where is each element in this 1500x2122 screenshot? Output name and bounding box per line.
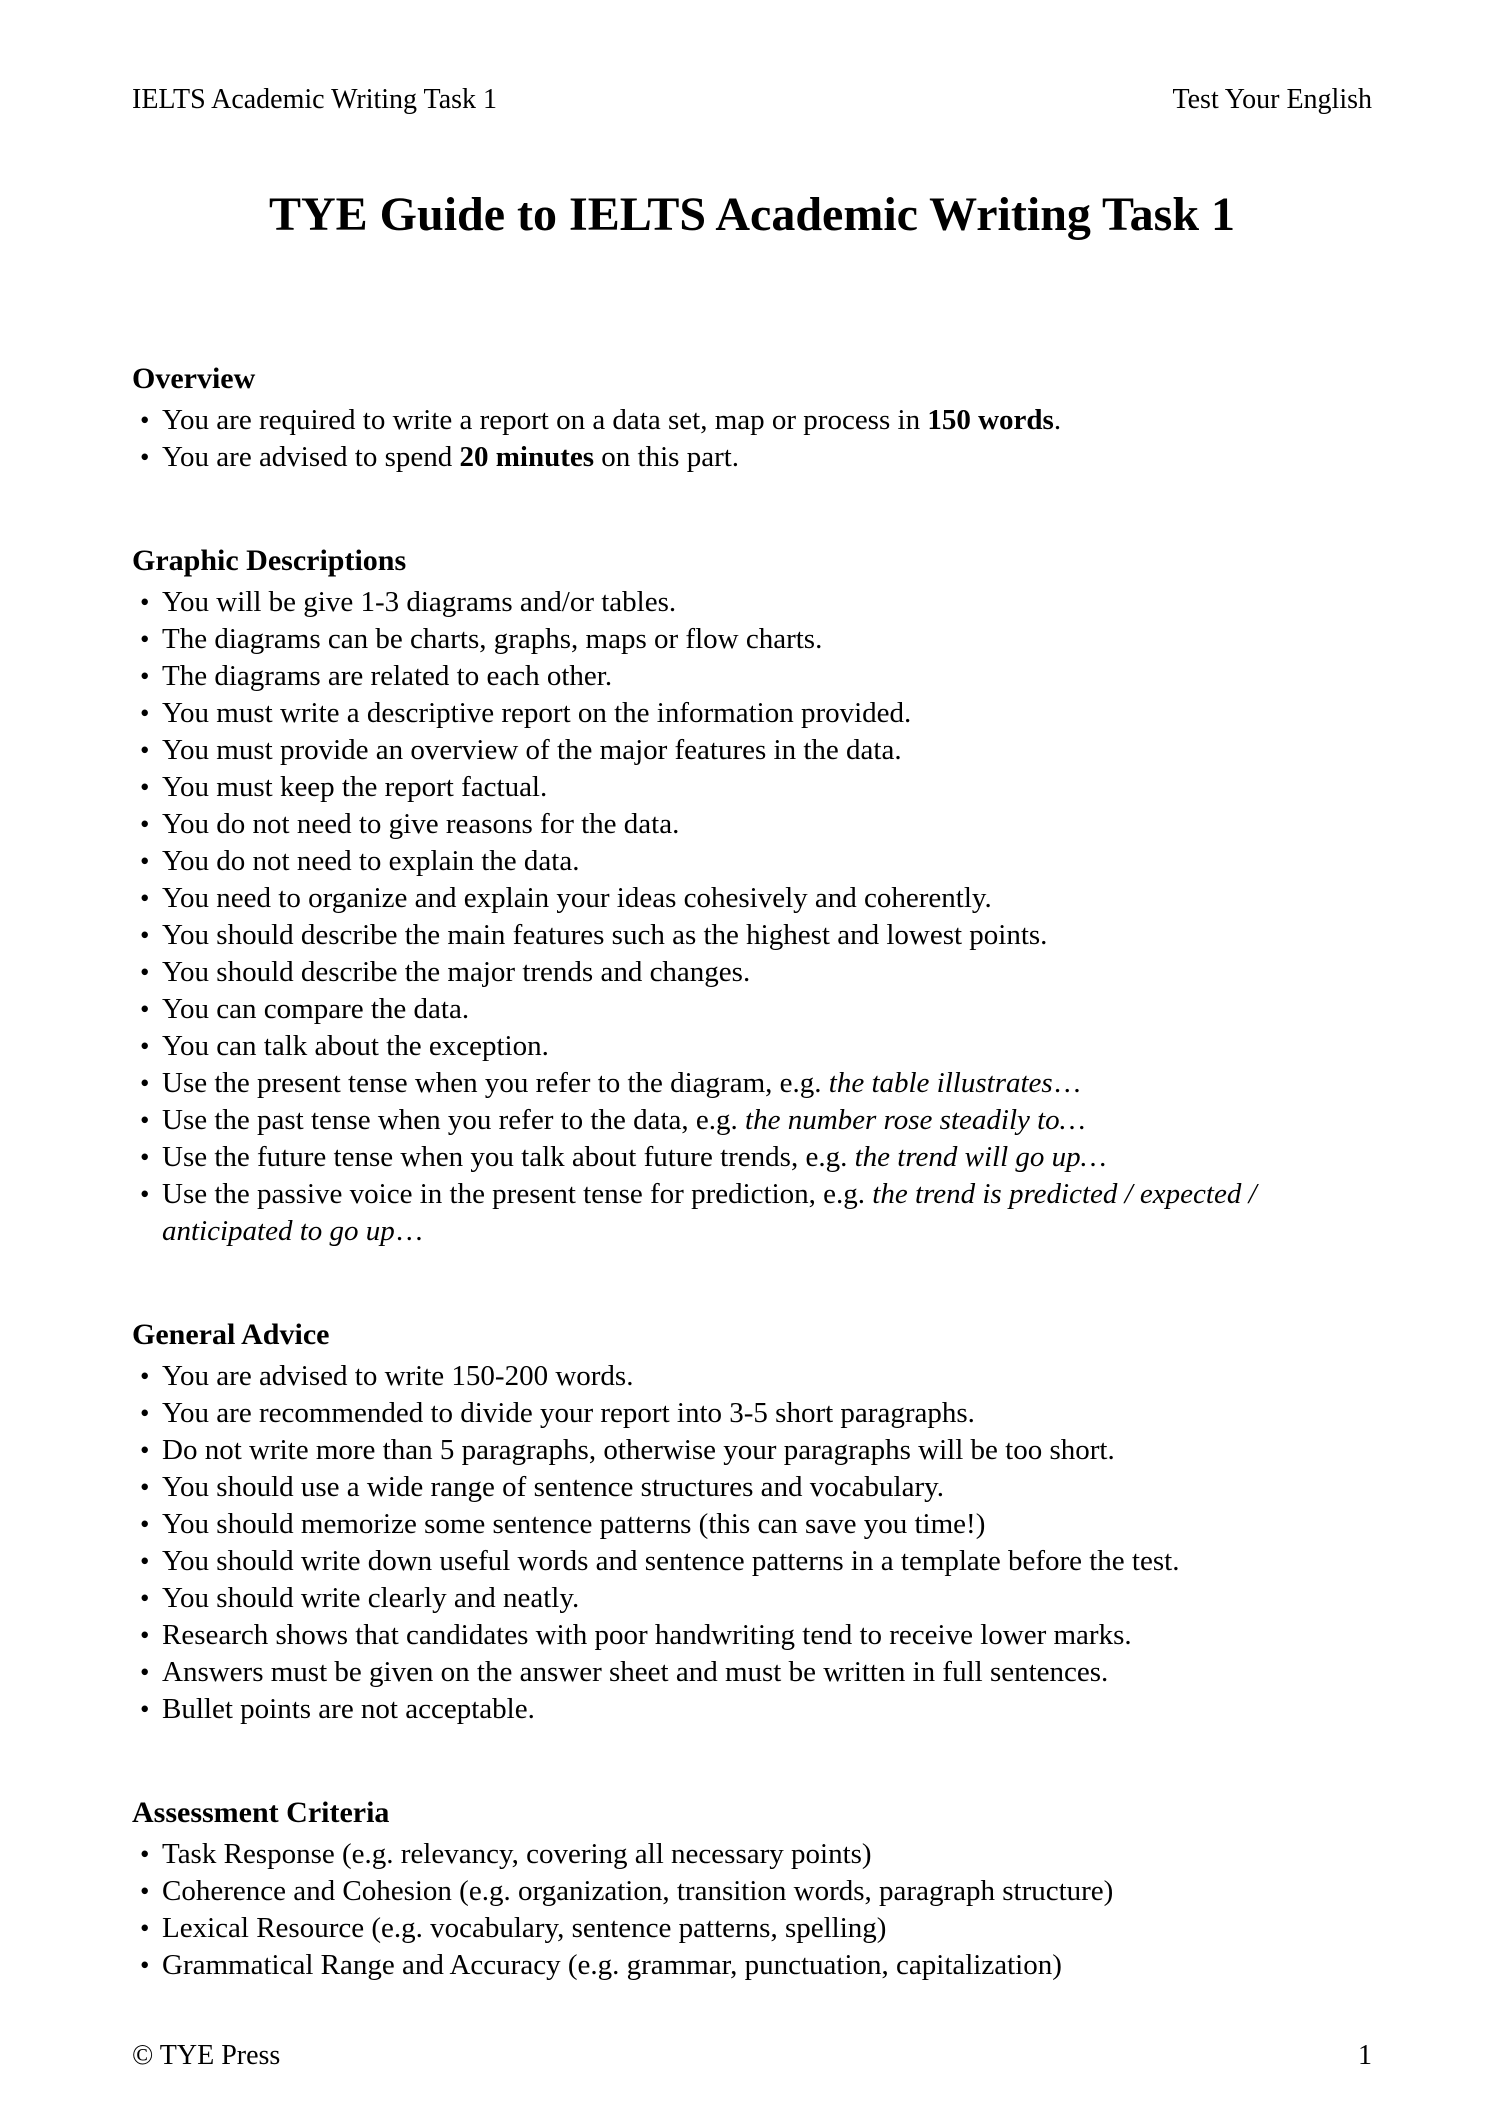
bullet-item (140, 1836, 1372, 1873)
bullet-item (140, 439, 1372, 476)
bullet-marker-icon: • (140, 661, 150, 691)
section (132, 1794, 1372, 1984)
bullet-text: the number rose steadily to… (745, 1104, 1086, 1136)
section-heading: Overview (132, 362, 256, 395)
bullet-text: Task Response (e.g. relevancy, covering all necessary points) (162, 1838, 872, 1870)
bullet-item (140, 1139, 1372, 1176)
bullet-marker-icon: • (140, 1913, 150, 1943)
bullet-marker-icon: • (140, 1657, 150, 1687)
bullet-marker-icon: • (140, 1620, 150, 1650)
page-header (132, 82, 1372, 118)
bullet-marker-icon: • (140, 735, 150, 765)
bullet-text: You must keep the report factual. (162, 771, 548, 803)
section-heading: Graphic Descriptions (132, 544, 407, 577)
bullet-text: Do not write more than 5 paragraphs, otherwise your paragraphs will be too short. (162, 1434, 1115, 1466)
bullet-item (140, 1506, 1372, 1543)
section (132, 542, 1372, 1250)
bullet-marker-icon: • (140, 1472, 150, 1502)
bullet-text: … (1052, 1067, 1082, 1099)
footer-copyright: © TYE Press (132, 2040, 281, 2071)
bullet-marker-icon: • (140, 1068, 150, 1098)
bullet-text: … (394, 1215, 424, 1247)
bullet-text: Lexical Resource (e.g. vocabulary, sentence patterns, spelling) (162, 1912, 887, 1944)
bullet-item (140, 1028, 1372, 1065)
bullet-text: You need to organize and explain your ideas cohesively and coherently. (162, 882, 992, 914)
bullet-marker-icon: • (140, 1361, 150, 1391)
bullet-text: You are recommended to divide your report into 3-5 short paragraphs. (162, 1397, 975, 1429)
bullet-item (140, 402, 1372, 439)
bullet-marker-icon: • (140, 442, 150, 472)
bullet-marker-icon: • (140, 920, 150, 950)
bullet-marker-icon: • (140, 1509, 150, 1539)
bullet-marker-icon: • (140, 1142, 150, 1172)
bullet-marker-icon: • (140, 1876, 150, 1906)
bullet-text: The diagrams are related to each other. (162, 660, 613, 692)
bullet-marker-icon: • (140, 1031, 150, 1061)
document-sections (132, 360, 1372, 1984)
header-running-title: IELTS Academic Writing Task 1 (132, 84, 498, 115)
bullet-text: You should use a wide range of sentence structures and vocabulary. (162, 1471, 944, 1503)
bullet-text: Research shows that candidates with poor handwriting tend to receive lower marks. (162, 1619, 1132, 1651)
bullet-item (140, 621, 1372, 658)
bullet-text: Use the future tense when you talk about future trends, e.g. (162, 1141, 855, 1173)
bullet-item (140, 658, 1372, 695)
bullet-marker-icon: • (140, 1839, 150, 1869)
header-site-name: Test Your English (1172, 84, 1372, 115)
bullet-text: You must write a descriptive report on the information provided. (162, 697, 912, 729)
footer-page-number: 1 (1358, 2040, 1372, 2071)
bullet-text: Use the present tense when you refer to the diagram, e.g. (162, 1067, 829, 1099)
bullet-marker-icon: • (140, 846, 150, 876)
section-heading: General Advice (132, 1318, 330, 1351)
bullet-text: 20 minutes (459, 441, 595, 473)
bullet-item (140, 1395, 1372, 1432)
bullet-item (140, 1910, 1372, 1947)
bullet-text: Answers must be given on the answer sheet and must be written in full sentences. (162, 1656, 1109, 1688)
bullet-list (132, 1358, 1372, 1728)
document-title: TYE Guide to IELTS Academic Writing Task 1 (268, 188, 1236, 241)
section (132, 1316, 1372, 1728)
section (132, 360, 1372, 476)
bullet-text: You will be give 1-3 diagrams and/or tables. (162, 586, 677, 618)
bullet-item (140, 1102, 1372, 1139)
bullet-marker-icon: • (140, 405, 150, 435)
bullet-text: the trend will go up… (854, 1141, 1107, 1173)
bullet-marker-icon: • (140, 1398, 150, 1428)
bullet-text: the table illustrates (828, 1067, 1053, 1099)
bullet-text: . (1053, 404, 1062, 436)
bullet-marker-icon: • (140, 698, 150, 728)
bullet-item (140, 1543, 1372, 1580)
bullet-text: on this part. (594, 441, 740, 473)
bullet-text: The diagrams can be charts, graphs, maps or flow charts. (162, 623, 823, 655)
bullet-marker-icon: • (140, 809, 150, 839)
bullet-item (140, 1432, 1372, 1469)
bullet-marker-icon: • (140, 883, 150, 913)
bullet-item (140, 843, 1372, 880)
bullet-item (140, 1873, 1372, 1910)
page-footer (132, 2038, 1372, 2074)
bullet-marker-icon: • (140, 624, 150, 654)
bullet-text: Coherence and Cohesion (e.g. organization, transition words, paragraph structure) (162, 1875, 1114, 1907)
bullet-list (132, 1836, 1372, 1984)
bullet-text: You are advised to spend (162, 441, 460, 473)
bullet-marker-icon: • (140, 994, 150, 1024)
bullet-text: You should write down useful words and sentence patterns in a template before the test. (162, 1545, 1180, 1577)
bullet-text: You should describe the main features such as the highest and lowest points. (162, 919, 1048, 951)
bullet-item (140, 1947, 1372, 1984)
bullet-text: You can talk about the exception. (162, 1030, 549, 1062)
bullet-item (140, 769, 1372, 806)
bullet-list (132, 584, 1372, 1250)
bullet-text: You must provide an overview of the major features in the data. (162, 734, 902, 766)
bullet-marker-icon: • (140, 1583, 150, 1613)
bullet-marker-icon: • (140, 772, 150, 802)
bullet-item (140, 1580, 1372, 1617)
bullet-text: You can compare the data. (162, 993, 470, 1025)
bullet-item (140, 1176, 1372, 1250)
bullet-item (140, 1617, 1372, 1654)
bullet-marker-icon: • (140, 957, 150, 987)
bullet-marker-icon: • (140, 1546, 150, 1576)
bullet-text: You are required to write a report on a data set, map or process in (162, 404, 928, 436)
bullet-marker-icon: • (140, 1694, 150, 1724)
bullet-marker-icon: • (140, 587, 150, 617)
bullet-item (140, 917, 1372, 954)
bullet-text: the trend is predicted / expected / anticipated to go up (162, 1178, 1257, 1247)
bullet-item (140, 954, 1372, 991)
bullet-text: Bullet points are not acceptable. (162, 1693, 535, 1725)
bullet-marker-icon: • (140, 1950, 150, 1980)
bullet-item (140, 1358, 1372, 1395)
bullet-item (140, 1065, 1372, 1102)
bullet-text: You do not need to explain the data. (162, 845, 580, 877)
bullet-text: You should describe the major trends and changes. (162, 956, 751, 988)
bullet-text: You do not need to give reasons for the data. (162, 808, 680, 840)
bullet-text: Grammatical Range and Accuracy (e.g. grammar, punctuation, capitalization) (162, 1949, 1062, 1981)
bullet-item (140, 880, 1372, 917)
bullet-item (140, 695, 1372, 732)
bullet-item (140, 991, 1372, 1028)
bullet-text: Use the passive voice in the present tense for prediction, e.g. (162, 1178, 873, 1210)
section-heading: Assessment Criteria (132, 1796, 390, 1829)
bullet-marker-icon: • (140, 1435, 150, 1465)
bullet-item (140, 732, 1372, 769)
bullet-marker-icon: • (140, 1105, 150, 1135)
bullet-item (140, 1469, 1372, 1506)
bullet-list (132, 402, 1372, 476)
bullet-item (140, 1691, 1372, 1728)
bullet-text: 150 words (927, 404, 1054, 436)
bullet-text: You should memorize some sentence patterns (this can save you time!) (162, 1508, 986, 1540)
bullet-text: Use the past tense when you refer to the data, e.g. (162, 1104, 746, 1136)
bullet-marker-icon: • (140, 1179, 150, 1209)
bullet-item (140, 806, 1372, 843)
bullet-item (140, 584, 1372, 621)
bullet-text: You should write clearly and neatly. (162, 1582, 580, 1614)
bullet-item (140, 1654, 1372, 1691)
bullet-text: You are advised to write 150-200 words. (162, 1360, 634, 1392)
